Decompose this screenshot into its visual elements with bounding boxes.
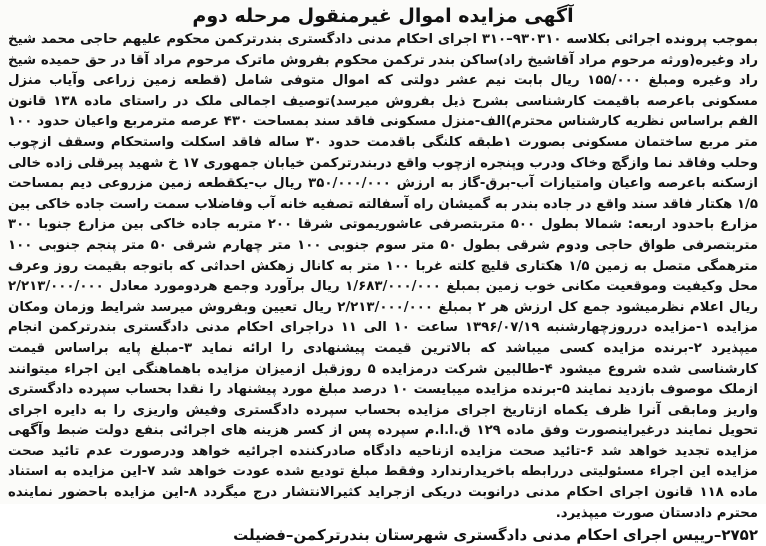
notice-body: بموجب پرونده اجرائی بکلاسه ۹۳۰۳۱۰–۳۱۰ اجرای احکام مدنی دادگستری بندرترکمن محکوم علیهم حاجی محمد شیخ راد وغیره(ورثه مرحوم مراد آقاشیخ راد)ساکن بندر ترکمن محکوم بفروش ماترک مرحوم مراد آقا در حق حمیده شیخ راد وغیره ومبلغ ۱۵۵/۰۰۰ ریال بابت نیم عشر دولتی که اموال متوفی شامل (قطعه زمین زراعی وآیاب منزل مسکونی باعرصه باقیمت کارشناسی بشرح ذیل بفروش میرسد)توصیف اجمالی ملک در راستای ماده ۱۳۸ قانون الفم براساس نظریه کارشناس محترم)الف-منزل مسکونی فاقد سند بمساحت ۴۳۰ عرصه مترمربع واعیان حدود ۱۰۰ متر مربع ساختمان مسکونی بصورت ۱طبقه کلنگی باقدمت حدود ۳۰ ساله فاقد اسکلت واستحکام وسقف ازچوب وحلب وفاقد نما وازگچ وخاک ودرب وپنجره ازچوب واقع دربندرترکمن خیابان جمهوری ۱۷ خ شهید پیرقلی زاده خالی ازسکنه باعرصه واعیان وامتیازات آب-برق-گاز به ارزش ۳۵۰/۰۰۰/۰۰۰ ریال ب-یکقطعه زمین مزروعی دیم بمساحت ۱/۵ هکتار فاقد سند واقع در جاده بندر به گمیشان راه آسفالته تصفیه خانه آب وفاضلاب سمت راست جاده خاکی بین مزارع باحدود اربعه: شمالا بطول ۵۰۰ متربتصرفی عاشوریموتی شرقا ۲۰۰ متربه جاده خاکی بین مزارع جنوبا ۳۰۰ متربتصرفی طواق حاجی ودوم شرقی بطول ۵۰ متر سوم جنوبی ۱۰۰ متر چهارم شرقی ۵۰ متر پنجم جنوبی ۱۰۰ مترهمگی متصل به زمین ۱/۵ هکتاری قلیچ کلته غربا ۱۰۰ متر به کانال زهکش احداثی که باتوجه بقیمت روز وعرف محل وکیفیت وموقعیت مکانی خوب زمین بمبلغ ۱/۶۸۳/۰۰۰/۰۰۰ ریال برآورد وجمع هردومورد معادل ۲/۲۱۳/۰۰۰/۰۰۰ ریال اعلام نظرمیشود جمع کل ارزش هر ۲ بمبلغ ۲/۲۱۳/۰۰۰/۰۰۰ ریال تعیین وبفروش میرسد شرایط وزمان ومکان مزایده ۱-مزایده درروزچهارشنبه ۱۳۹۶/۰۷/۱۹ ساعت ۱۰ الی ۱۱ دراجرای احکام مدنی دادگستری بندرترکمن انجام میپذیرد ۲-برنده مزایده کسی میباشد که بالاترین قیمت پیشنهادی را ارائه نماید ۳-مبلغ پایه براساس قیمت کارشناسی شده شروع میشود ۴-طالبین شرکت درمزایده ۵ روزقبل ازمیزان مزایده باهماهنگی این اجراء میتوانند ازملک موصوف بازدید نمایند ۵-برنده مزایده میبایست ۱۰ درصد مبلغ مورد پیشنهاد را نقدا بحساب سپرده دادگستری واریز ومابقی آنرا ظرف یکماه ازتاریخ اجرای مزایده بحساب سپرده دادگستری وفیش واریزی را به دایره اجرای تحویل نمایند درغیراینصورت وفق ماده ۱۲۹ ق.ا.ا.م سپرده پس از کسر هزینه های اجرائی بنفع دولت ضبط وآگهی مزایده تجدید خواهد شد ۶-تائید صحت مزایده ازناحیه دادگاه صادرکننده اجرائیه خواهد ودرصورت عدم تائید صحت مزایده این اجراء مسئولیتی دررابطه باخریدارندارد وفقط مبلغ تودیع شده عودت خواهد شد ۷-این مزایده به استناد ماده ۱۱۸ قانون اجرای احکام مدنی درانوبت دریکی ازجراید کثیرالانتشار درج میگردد ۸-این مزایده باحضور نماینده محترم دادستان صورت میپذیرد. <box>8 32 759 521</box>
notice-title: آگهی مزایده اموال غیرمنقول مرحله دوم <box>192 5 574 27</box>
notice-signature: ۲۷۵۲–رییس اجرای احکام مدنی دادگستری شهرستان بندرترکمن–فضیلت <box>233 526 758 545</box>
